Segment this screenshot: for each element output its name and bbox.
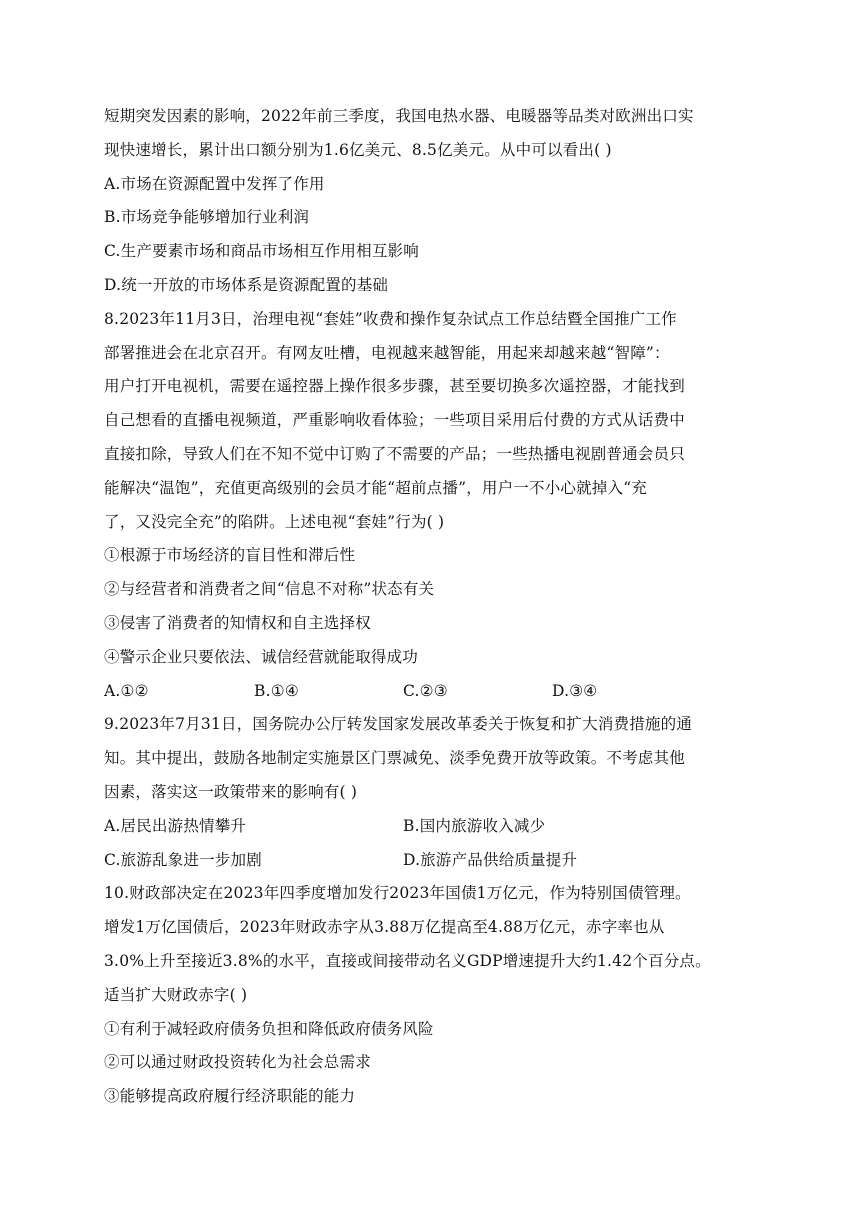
statement-2: ②与经营者和消费者之间“信息不对称”状态有关 — [104, 580, 435, 599]
statement-1: ①根源于市场经济的盲目性和滞后性 — [104, 546, 356, 565]
option-a: A.①② — [104, 681, 149, 700]
option-b: B.市场竞争能够增加行业利润 — [104, 208, 310, 227]
text-line: 能解决“温饱”，充值更高级别的会员才能“超前点播”，用户一不小心就掉入“充 — [104, 478, 648, 497]
text-line: 3.0%上升至接近3.8%的水平，直接或间接带动名义GDP增速提升大约1.42个百分点。 — [104, 951, 711, 970]
option-d: D.旅游产品供给质量提升 — [403, 850, 578, 869]
text-line: 用户打开电视机，需要在遥控器上操作很多步骤，甚至要切换多次遥控器，才能找到 — [104, 377, 685, 396]
statement-3: ③能够提高政府履行经济职能的能力 — [104, 1087, 356, 1106]
text-line: 自己想看的直播电视频道，严重影响收看体验；一些项目采用后付费的方式从话费中 — [104, 411, 685, 430]
text-line: 直接扣除，导致人们在不知不觉中订购了不需要的产品；一些热播电视剧普通会员只 — [104, 444, 685, 463]
text-line: 适当扩大财政赤字( ) — [104, 985, 248, 1004]
statement-1: ①有利于减轻政府债务负担和降低政府债务风险 — [104, 1019, 434, 1038]
text-line: 知。其中提出，鼓励各地制定实施景区门票减免、淡季免费开放等政策。不考虑其他 — [104, 749, 685, 768]
question-9-options-row — [104, 810, 784, 844]
text-line: 部署推进会在北京召开。有网友吐槽，电视越来越智能，用起来却越来越“智障”： — [104, 343, 670, 362]
option-b: B.①④ — [254, 681, 299, 700]
question-8-stem: 8.2023年11月3日，治理电视“套娃”收费和操作复杂试点工作总结暨全国推广工作 — [104, 309, 677, 328]
option-c: C.旅游乱象进一步加剧 — [104, 850, 262, 869]
text-line: 现快速增长，累计出口额分别为1.6亿美元、8.5亿美元。从中可以看出( ) — [104, 140, 612, 159]
option-b: B.国内旅游收入减少 — [403, 816, 546, 835]
question-9-stem: 9.2023年7月31日，国务院办公厅转发国家发展改革委关于恢复和扩大消费措施的通 — [104, 715, 693, 734]
question-10-stem: 10.财政部决定在2023年四季度增加发行2023年国债1万亿元，作为特别国债管理。 — [104, 884, 691, 903]
statement-2: ②可以通过财政投资转化为社会总需求 — [104, 1053, 371, 1072]
statement-4: ④警示企业只要依法、诚信经营就能取得成功 — [104, 647, 419, 666]
option-c: C.②③ — [403, 681, 448, 700]
option-c: C.生产要素市场和商品市场相互作用相互影响 — [104, 242, 419, 261]
option-a: A.市场在资源配置中发挥了作用 — [104, 174, 325, 193]
text-line: 增发1万亿国债后，2023年财政赤字从3.88万亿提高至4.88万亿元，赤字率也从 — [104, 918, 665, 937]
statement-3: ③侵害了消费者的知情权和自主选择权 — [104, 613, 371, 632]
option-a: A.居民出游热情攀升 — [104, 816, 247, 835]
text-line: 因素，落实这一政策带来的影响有( ) — [104, 782, 358, 801]
question-9-options-row — [104, 844, 784, 878]
text-line: 短期突发因素的影响，2022年前三季度，我国电热水器、电暖器等品类对欧洲出口实 — [104, 107, 694, 125]
option-d: D.统一开放的市场体系是资源配置的基础 — [104, 275, 389, 294]
text-line: 了，又没完全充”的陷阱。上述电视“套娃”行为( ) — [104, 512, 445, 531]
option-d: D.③④ — [552, 681, 598, 700]
question-8-options — [104, 675, 784, 709]
document-body — [104, 100, 784, 1114]
